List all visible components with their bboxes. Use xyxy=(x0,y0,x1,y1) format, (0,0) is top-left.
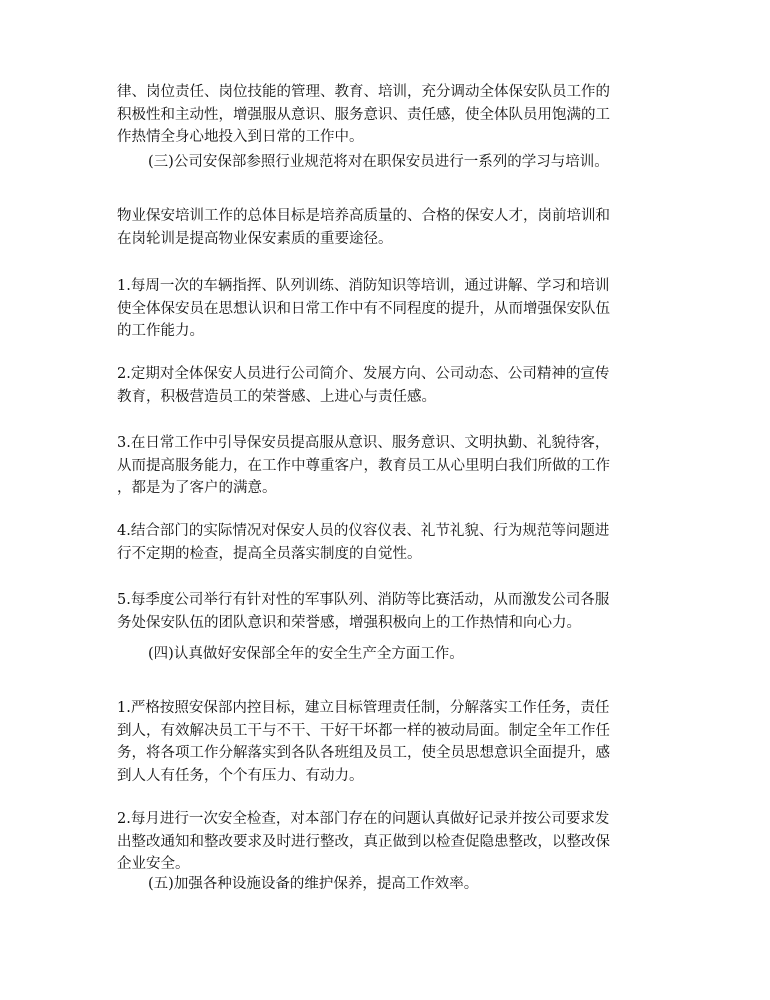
paragraph-safety-1: 1.严格按照安保部内控目标，建立目标管理责任制，分解落实工作任务，责任 到人，有效解决员工干与不干、干好干坏都一样的被动局面。制定全年工作任 务，将各项工作分解落实到各队各班组及员工，使全员思想意识全面提升，感 到人人有任务，个个有压力、有动力。 xyxy=(117,700,610,784)
paragraph-safety-2: 2.每月进行一次安全检查，对本部门存在的问题认真做好记录并按公司要求发 出整改通知和整改要求及时进行整改，真正做到以检查促隐患整改，以整改保 企业安全。 xyxy=(117,811,610,872)
section-heading-3: (三)公司安保部参照行业规范将对在职保安员进行一系列的学习与培训。 xyxy=(148,154,609,170)
paragraph-item-3: 3.在日常工作中引导保安员提高服从意识、服务意识、文明执勤、礼貌待客， 从而提高服务能力，在工作中尊重客户，教育员工从心里明白我们所做的工作 ，都是为了客户的满意。 xyxy=(117,435,610,496)
paragraph-intro: 律、岗位责任、岗位技能的管理、教育、培训，充分调动全体保安队员工作的 积极性和主动性，增强服从意识、服务意识、责任感，使全体队员用饱满的工 作热情全身心地投入到日常的工作中。 xyxy=(117,84,610,145)
paragraph-training-goal: 物业保安培训工作的总体目标是培养高质量的、合格的保安人才，岗前培训和 在岗轮训是提高物业保安素质的重要途径。 xyxy=(117,208,610,247)
paragraph-item-5: 5.每季度公司举行有针对性的军事队列、消防等比赛活动，从而激发公司各服 务处保安队伍的团队意识和荣誉感，增强积极向上的工作热情和向心力。 xyxy=(117,592,610,631)
section-heading-5: (五)加强各种设施设备的维护保养，提高工作效率。 xyxy=(148,876,479,892)
paragraph-item-2: 2.定期对全体保安人员进行公司简介、发展方向、公司动态、公司精神的宣传 教育，积极营造员工的荣誉感、上进心与责任感。 xyxy=(117,366,610,405)
section-heading-4: (四)认真做好安保部全年的安全生产全方面工作。 xyxy=(148,646,464,662)
paragraph-item-4: 4.结合部门的实际情况对保安人员的仪容仪表、礼节礼貌、行为规范等问题进 行不定期的检查，提高全员落实制度的自觉性。 xyxy=(117,523,610,562)
paragraph-item-1: 1.每周一次的车辆指挥、队列训练、消防知识等培训，通过讲解、学习和培训 使全体保安员在思想认识和日常工作中有不同程度的提升，从而增强保安队伍 的工作能力。 xyxy=(117,278,610,339)
